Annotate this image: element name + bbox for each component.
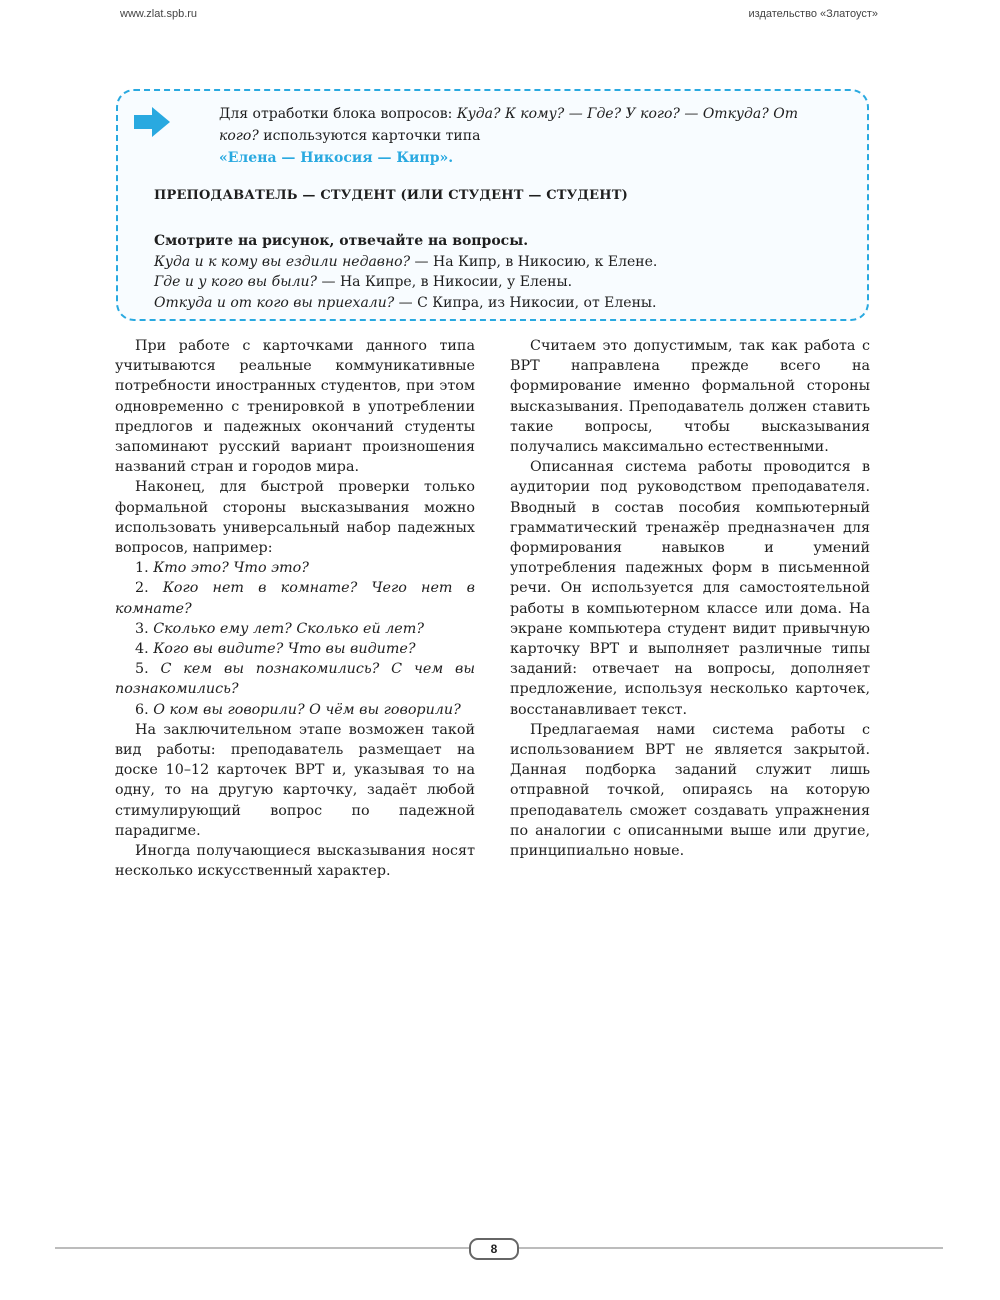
header-site-url: www.zlat.spb.ru: [120, 8, 198, 20]
paragraph: На заключительном этапе возможен такой вид работы: преподаватель размещает на доске 10–12 карточек ВРТ и, указывая то на одну, то на другую карточку, задаёт любой стимулирующий вопрос по падежной парадигме.: [115, 721, 475, 839]
question-text: Кого нет в комнате? Чего нет в комнате?: [115, 580, 475, 617]
dialog-block: [154, 231, 844, 313]
header-publisher: издательство «Златоуст»: [748, 8, 878, 20]
page-number: 8: [469, 1238, 519, 1260]
paragraph: Считаем это допустимым, так как работа с ВРТ направлена прежде всего на формирование именно формальной стороны высказывания. Преподаватель должен ставить такие вопросы, чтобы высказывания получались максимально естественными.: [510, 338, 870, 456]
dialog-line: [154, 293, 844, 314]
question-item: [115, 659, 475, 699]
exercise-callout: [116, 89, 869, 321]
intro-questions: Куда? К кому? — Где? У кого? — Откуда? От кого?: [219, 106, 798, 144]
right-arrow-icon: [134, 107, 170, 137]
dialog-line: [154, 272, 844, 293]
question-item: [115, 558, 475, 578]
left-column: [115, 336, 475, 881]
task-instruction: Смотрите на рисунок, отвечайте на вопросы.: [154, 233, 529, 249]
dialog-question: Куда и к кому вы ездили недавно?: [154, 253, 411, 270]
question-number: 1.: [135, 560, 154, 577]
callout-intro: [219, 103, 819, 169]
right-column: [510, 336, 870, 861]
paragraph: Иногда получающиеся высказывания носят несколько искусственный характер.: [115, 843, 475, 880]
question-text: С кем вы познакомились? С чем вы познакомились?: [115, 661, 475, 698]
paragraph: При работе с карточками данного типа учитываются реальные коммуникативные потребности иностранных студентов, при этом одновременно с тренировкой в употреблении предлогов и падежных окончаний студенты запоминают русский вариант произношения названий стран и городов мира.: [115, 338, 475, 476]
intro-text-2: используются карточки типа: [258, 128, 481, 144]
paragraph: Предлагаемая нами система работы с использованием ВРТ не является закрытой. Данная подборка заданий служит лишь отправной точкой, опираясь на которую преподаватель сможет создавать упражнения по аналогии с описанными выше или другие, принципиально новые.: [510, 721, 870, 860]
paragraph: Наконец, для быстрой проверки только формальной стороны высказывания можно использовать универсальный набор падежных вопросов, например:: [115, 479, 475, 557]
paragraph: Описанная система работы проводится в аудитории под руководством преподавателя. Вводный в состав пособия компьютерный грамматический тренажёр предназначен для формирования навыков и умений употребления падежных форм в письменной речи. Он используется для самостоятельной работы в компьютерном классе или дома. На экране компьютера студент видит привычную карточку ВРТ и выполняет различные типы заданий: отвечает на вопросы, дополняет предложение, используя несколько карточек, восстанавливает текст.: [510, 459, 870, 718]
question-number: 3.: [135, 620, 154, 637]
question-item: [115, 639, 475, 659]
intro-text-1: Для отработки блока вопросов:: [219, 106, 457, 122]
dialog-answer: — С Кипра, из Никосии, от Елены.: [394, 294, 657, 311]
dialog-line: [154, 252, 844, 273]
card-example: «Елена — Никосия — Кипр».: [219, 150, 454, 166]
question-text: Кто это? Что это?: [153, 560, 309, 577]
question-number: 5.: [135, 661, 161, 678]
question-text: Сколько ему лет? Сколько ей лет?: [153, 620, 424, 637]
dialog-answer: — На Кипре, в Никосии, у Елены.: [317, 274, 573, 290]
dialog-question: Где и у кого вы были?: [154, 274, 318, 290]
question-number: 4.: [135, 641, 154, 658]
question-item: [115, 700, 475, 720]
dialog-answer: — На Кипр, в Никосию, к Елене.: [410, 253, 658, 270]
question-text: О ком вы говорили? О чём вы говорили?: [153, 701, 461, 718]
dialog-question: Откуда и от кого вы приехали?: [154, 294, 395, 311]
roles-heading: ПРЕПОДАВАТЕЛЬ — СТУДЕНТ (ИЛИ СТУДЕНТ — СТУДЕНТ): [154, 188, 628, 203]
question-number: 2.: [135, 580, 163, 597]
question-item: [115, 619, 475, 639]
question-text: Кого вы видите? Что вы видите?: [153, 641, 416, 658]
question-number: 6.: [135, 701, 154, 718]
question-item: [115, 578, 475, 618]
